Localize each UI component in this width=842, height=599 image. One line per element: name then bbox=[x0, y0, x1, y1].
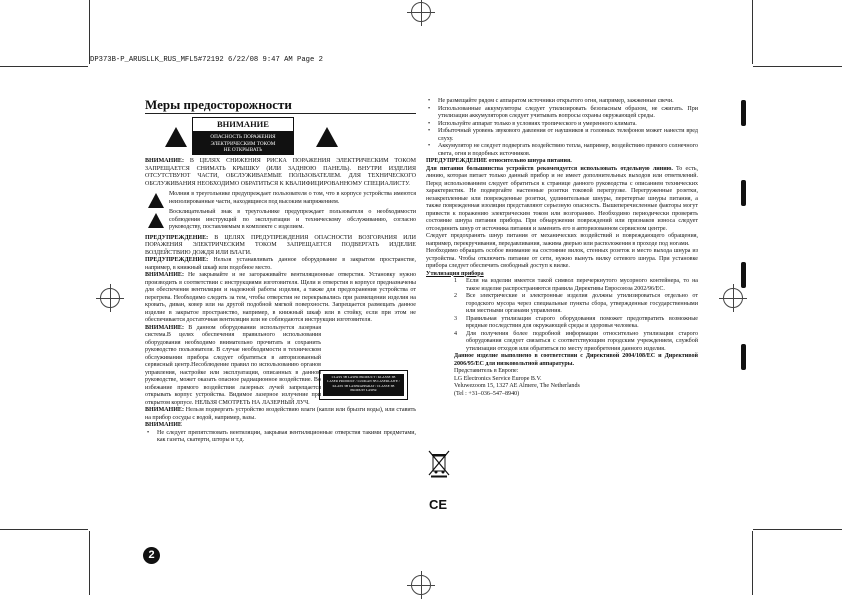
paragraph bbox=[145, 257, 416, 272]
paragraph-text: То есть, линию, которая питает только данный прибор и не имеет дополнительных выходов или ответвлений. Перед использованием следует обратиться к странице данного руководства с описанием технических характеристик. Не подвергайте настенные розетки токовой перегрузке. Перегруженные розетки, незакрепленные или поврежденные розетки, удлинительные шнуры, перетертые шнуры питания, а также поврежденная изоляция представляют серьезную опасность. Вышеперечисленные факторы могут привести к поражению электрическим током или возгоранию. Необходимо периодически проверять состояние шнура питания прибора. При обнаружении повреждений или признаков износа следует отсоединить шнур от источника питания и заменить его в авторизованном сервисном центре. bbox=[426, 165, 698, 232]
warning-box bbox=[192, 117, 294, 155]
paragraph-text: В данном оборудовании используется лазерная система.В целях обеспечения правильного использования оборудования необходимо внимательно прочитать и сохранить руководство пользователя. В случае необходимости в техническом обслуживании прибора следует обратиться в авторизованный сервисный центр.Несоблюдение правил по использованию органов управления, настройке или эксплуатации, описанных в данном руководстве, может оказать опасное радиационное воздействие. Во избежание прямого воздействия лазерных лучей запрещается открывать корпус устройства. Видимое лазерное излучение при открытом корпусе. НЕЛЬЗЯ СМОТРЕТЬ НА ЛАЗЕРНЫЙ ЛУЧ. bbox=[145, 324, 321, 406]
list-item bbox=[454, 278, 698, 293]
list-number: 3 bbox=[454, 315, 458, 322]
paragraph-text: Восклицательный знак в треугольнике предупреждает пользователя о необходимости соблюдения инструкций по эксплуатации и техническому обслуживанию, согласно руководству, поставляемым в комплекте с изделием. bbox=[169, 209, 416, 230]
warning-line: НЕ ОТКРЫВАТЬ bbox=[223, 147, 263, 154]
list-item-text: Если на изделии имеется такой символ перечеркнутого мусорного контейнера, то на такое изделие распространяются правила Директивы Евросоюза 2002/96/EC. bbox=[466, 278, 698, 292]
ce-mark-icon: CE bbox=[429, 497, 448, 512]
lead-label: ВНИМАНИЕ: bbox=[145, 158, 184, 164]
right-column bbox=[426, 98, 698, 398]
list-item-text: Для получения более подробной информации относительно утилизации старого оборудования следует связаться с соответствующим городским учреждением, службой утилизации отходов или обратиться по месту приобретения данного изделия. bbox=[466, 330, 698, 352]
paragraph-text: Не закрывайте и не загораживайте вентиляционные отверстия. Установку нужно производить в соответствии с инструкциями изготовителя. Щели и отверстия в корпусе предназначены для обеспечения вентиляции и надежной работы изделия, а также для предохранения устройства от перегрева. Необходимо следить за тем, чтобы отверстия не перекрывались при размещении изделия на кровать, диван, ковер или на другой подобной мягкой поверхности. Запрещается размещать данное изделие в закрытое пространство, например, в книжный шкаф или в стойку, если при этом не обеспечивается достаточная вентиляция или не соблюдаются инструкции изготовителя. bbox=[145, 272, 416, 323]
page-number: 2 bbox=[143, 547, 160, 564]
section-tab bbox=[741, 100, 746, 126]
bullet-item: • Не размещайте рядом с аппаратом источники открытого огня, например, зажженные свечи. bbox=[426, 98, 698, 106]
paragraph-text: В ЦЕЛЯХ СНИЖЕНИЯ РИСКА ПОРАЖЕНИЯ ЭЛЕКТРИЧЕСКИМ ТОКОМ ЗАПРЕЩАЕТСЯ СНИМАТЬ КРЫШКУ (ИЛИ ЗАДНЮЮ ПАНЕЛЬ). ВНУТРИ ИЗДЕЛИЯ ОТСУТСТВУЮТ ЧАСТИ, ОБСЛУЖИВАЕМЫЕ ПОЛЬЗОВАТЕЛЕМ. ДЛЯ ТЕХНИЧЕСКОГО ОБСЛУЖИВАНИЯ НЕОБХОДИМО ОБРАТИТЬСЯ К КВАЛИФИЦИРОВАННОМУ СПЕЦИАЛИСТУ. bbox=[145, 158, 416, 187]
crop-mark bbox=[753, 66, 842, 67]
registration-mark-icon bbox=[100, 288, 120, 308]
crop-mark bbox=[753, 529, 842, 530]
list-number: 2 bbox=[454, 293, 458, 299]
bullet-item: • Использованные аккумуляторы следует утилизировать безопасным образом, не сжигать. При утилизации аккумуляторов следует учитывать вопросы охраны окружающей среды. bbox=[426, 106, 698, 121]
registration-mark-icon bbox=[723, 288, 743, 308]
list-item-text: Все электрические и электронные изделия должны утилизироваться отдельно от городского мусора через специальные пункты сбора, утвержденные государственными или местными органами управления. bbox=[466, 293, 698, 314]
lead-label: ВНИМАНИЕ: bbox=[145, 272, 184, 278]
paragraph bbox=[145, 209, 416, 232]
list-item bbox=[454, 331, 698, 354]
paragraph bbox=[145, 407, 416, 422]
paragraph bbox=[145, 191, 416, 206]
paragraph bbox=[426, 166, 698, 234]
paragraph bbox=[145, 235, 416, 258]
registration-mark-icon bbox=[411, 575, 431, 595]
exclamation-warning-icon: ! bbox=[316, 127, 338, 147]
print-slug: DP373B-P_ARUSLLK_RUS_MFL5#72192 6/22/08 9:47 AM Page 2 bbox=[90, 56, 323, 64]
disposal-list bbox=[426, 278, 698, 353]
bullet-item: • Не следует препятствовать вентиляции, закрывая вентиляционные отверстия такими предметами, как газеты, скатерти, шторы и т.д. bbox=[145, 430, 416, 445]
ce-block bbox=[426, 353, 698, 398]
crop-mark bbox=[752, 531, 753, 595]
paragraph: Необходимо обращать особое внимание на состояние вилок, стенных розеток и место выхода шнура из устройства. Чтобы отключить питание от сети, нужно вынуть вилку сетевого шнура. При установке прибора следует обеспечить свободный доступ к вилке. bbox=[426, 248, 698, 269]
laser-class-label bbox=[319, 370, 408, 400]
paragraph: Следует предохранять шнур питания от механических воздействий и повреждающего обращения, например, перекручивания, передавливания, зажима дверью или расположения в проходе под ногами. bbox=[426, 233, 698, 247]
warning-body bbox=[192, 132, 294, 155]
lightning-warning-icon: ϟ bbox=[148, 193, 164, 208]
paragraph-text: Молния в треугольнике предупреждает пользователя о том, что в корпусе устройства имеются неизолированные части, находящиеся под высоким напряжением. bbox=[169, 191, 416, 205]
warning-line: ОПАСНОСТЬ ПОРАЖЕНИЯ bbox=[210, 134, 276, 140]
crossed-bin-icon bbox=[428, 450, 450, 478]
list-number: 4 bbox=[454, 330, 458, 337]
rep-tel: (Tel : +31–036–547–8940) bbox=[454, 390, 520, 397]
paragraph-text: Нельзя устанавливать данное оборудование в закрытом пространстве, например, в книжный шкаф или подобное место. bbox=[145, 257, 416, 271]
registration-mark-icon bbox=[411, 2, 431, 22]
laser-label-text: CLASS 3B LASER PRODUCT / KLASSE 3B LASER PRODUKT / LUOKAN 3B LASERLAITE / KLASS 3B LASERAPPARAT / CLASSE 3B PRODUIT LASER bbox=[323, 374, 404, 396]
list-item bbox=[454, 316, 698, 331]
lead-label: ВНИМАНИЕ: bbox=[145, 324, 184, 331]
rep-address: Veluwezoom 15, 1327 AE Almere, The Netherlands bbox=[454, 383, 580, 389]
title-rule bbox=[145, 113, 416, 114]
paragraph-text: В ЦЕЛЯХ ПРЕДУПРЕЖДЕНИЯ ОПАСНОСТИ ВОЗГОРАНИЯ ИЛИ ПОРАЖЕНИЯ ЭЛЕКТРИЧЕСКИМ ТОКОМ ЗАПРЕЩАЕТСЯ ПОДВЕРГАТЬ ИЗДЕЛИЕ ВОЗДЕЙСТВИЮ ДОЖДЯ ИЛИ ВЛАГИ. bbox=[145, 234, 416, 256]
crop-mark bbox=[752, 0, 753, 64]
rep-label: Представитель в Европе: bbox=[454, 368, 519, 374]
bullet-item: • Используйте аппарат только в условиях тропического и умеренного климата. bbox=[426, 121, 698, 129]
bullet-item: • Аккумулятор не следует подвергать воздействию тепла, например, воздействию прямого солнечного света, огня и подобных источников. bbox=[426, 143, 698, 158]
paragraph bbox=[145, 158, 416, 188]
crop-mark bbox=[0, 529, 88, 530]
section-tab bbox=[741, 262, 746, 288]
exclamation-warning-icon: ! bbox=[148, 213, 164, 228]
page-title: Меры предосторожности bbox=[145, 97, 292, 112]
section-tab bbox=[741, 344, 746, 370]
lead-label: ПРЕДУПРЕЖДЕНИЕ: bbox=[145, 234, 209, 241]
crop-mark bbox=[89, 0, 90, 64]
section-heading: ПРЕДУПРЕЖДЕНИЕ относительно шнура питания. bbox=[426, 158, 572, 164]
crop-mark bbox=[0, 66, 88, 67]
section-tab bbox=[741, 180, 746, 206]
lead-label: Для питания большинства устройств рекомендуется использовать отдельную линию. bbox=[426, 165, 673, 172]
warning-line: ЭЛЕКТРИЧЕСКИМ ТОКОМ bbox=[210, 140, 276, 147]
section-label: ВНИМАНИЕ bbox=[145, 422, 182, 428]
warning-heading: ВНИМАНИЕ bbox=[192, 117, 294, 132]
section-heading: Утилизация прибора bbox=[426, 270, 484, 277]
left-column bbox=[145, 158, 416, 445]
lead-label: ВНИМАНИЕ: bbox=[145, 407, 184, 413]
paragraph-text: Нельзя подвергать устройство воздействию влаги (капли или брызги воды), или ставить на прибор сосуды с водой, например, вазы. bbox=[145, 407, 416, 421]
ce-heading: Данное изделие выполнено в соответствии с Директивой 2004/108/EC и Директивой 2006/95/EC для низковольтной аппаратуры. bbox=[454, 353, 698, 367]
rep-company: LG Electronics Service Europe B.V. bbox=[454, 375, 542, 382]
bullet-item: • Избыточный уровень звукового давления от наушников и головных телефонов может нанести вред слуху. bbox=[426, 128, 698, 143]
paragraph bbox=[145, 325, 321, 408]
list-number: 1 bbox=[454, 278, 458, 284]
lead-label: ПРЕДУПРЕЖДЕНИЕ: bbox=[145, 257, 209, 263]
list-item-text: Правильная утилизация старого оборудования поможет предотвратить возможные вредные последствия для окружающей среды и здоровья человека. bbox=[466, 315, 698, 329]
lightning-warning-icon: ϟ bbox=[165, 127, 187, 147]
list-item bbox=[454, 293, 698, 316]
crop-mark bbox=[89, 531, 90, 595]
paragraph bbox=[145, 272, 416, 325]
